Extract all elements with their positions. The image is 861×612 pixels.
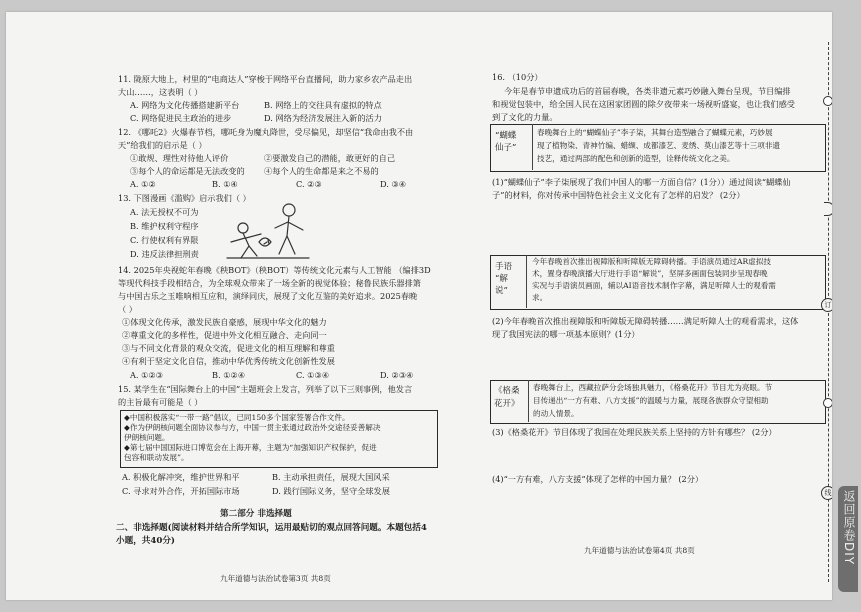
q14-item-2: ②尊重文化的多样性，促进中外文化相互融合、走向同一 — [122, 330, 327, 340]
part2-instructions-line2: 小题，共40分) — [116, 536, 175, 546]
q15-option-a: A. 积极化解冲突，维护世界和平 — [122, 472, 240, 482]
material-box-divider — [528, 380, 529, 422]
exam-sheet — [6, 12, 832, 600]
binding-clip-mark — [824, 202, 832, 216]
q15-option-b: B. 主动承担责任，展现大国风采 — [272, 472, 390, 482]
q12-stem-line2: 天”给我们的启示是（ ） — [118, 140, 207, 150]
cartoon-image — [219, 198, 314, 261]
q14-option-b: B. ①②④ — [212, 370, 246, 380]
q11-stem-line1: 11. 陇原大地上，村里的“电商达人”穿梭于网络平台直播间，助力家乡农产品走出 — [118, 74, 413, 84]
q14-stem-line2: 等现代科技手段相结合，为全球观众带来了一场全新的视觉体验；秘鲁民族乐器排箫 — [118, 278, 421, 288]
q15-material-line1: ◆中国积极落实“一带一路”倡议，已同150多个国家签署合作文件。 — [124, 413, 350, 422]
q12-option-b: B. ①④ — [212, 179, 238, 189]
return-original-tab[interactable] — [838, 486, 858, 592]
q13-option-d: D. 违反法律担刑责 — [130, 249, 199, 259]
q12-option-d: D. ③④ — [380, 179, 407, 189]
q13-option-b: B. 维护权利守程序 — [130, 221, 199, 231]
material-tag-sign-language-line2: “解 — [495, 274, 508, 284]
q11-option-c: C. 网络促进民主政治的进步 — [130, 113, 232, 123]
q16-sub1-line1: (1)“蝴蝶仙子”李子柒展现了我们中国人的哪一方面自信？(1分））通过阅读“蝴蝶仙 — [492, 177, 791, 187]
q14-option-a: A. ①②③ — [130, 370, 164, 380]
q12-item-1: ①敢规、理性对待他人评价 — [130, 153, 229, 163]
q15-stem-line1: 15. 某学生在“国际舞台上的中国”主题班会上发言，列举了以下三则事例，他发言 — [118, 384, 413, 394]
material-tag-sign-language-line1: 手语 — [495, 262, 513, 272]
q15-stem-line2: 的主旨最有可能是（ ） — [118, 397, 203, 407]
material-box-divider — [532, 124, 533, 170]
q12-item-3: ③每个人的命运都是无法改变的 — [130, 166, 245, 176]
q14-item-4: ④有利于坚定文化自信，推动中华优秀传统文化创新性发展 — [122, 356, 335, 366]
q16-stem-line4: 到了文化的力量。 — [492, 112, 558, 122]
binding-hole — [823, 398, 832, 408]
q16-stem-line3: 和视觉包装中，给全国人民在这困家团圆的除夕夜带来一场视听盛宴，也让我们感受 — [492, 99, 795, 109]
q11-option-a: A. 网络为文化传播搭建新平台 — [130, 100, 240, 110]
q16-sub2-line2: 现了我国宪法的哪一项基本原则？(1分） — [492, 329, 640, 339]
q11-option-b: B. 网络上的交往具有虚拟的特点 — [264, 100, 382, 110]
q14-stem-line4: （ ） — [118, 304, 137, 314]
binding-line — [828, 42, 829, 582]
q13-stem: 13. 下图漫画《滥购》启示我们（ ） — [118, 193, 251, 203]
return-original-label: 返回原卷DIY — [842, 490, 856, 566]
q16-sub1-line2: 子”的材料，你对传承中国特色社会主义文化有了怎样的启发？ (2分） — [492, 190, 745, 200]
binding-hole — [823, 96, 832, 106]
binding-mark-xian: 线 — [821, 486, 832, 500]
material-gesang-line2: 目传递出“一方有难、八方支援”的温暖与力量，展现各族群众守望相助 — [533, 396, 769, 405]
material-box-divider — [526, 255, 527, 308]
q14-stem-line1: 14. 2025年央视蛇年春晚《秧BOT》（秧BOT）等传统文化元素与人工智能 （编排3D — [118, 265, 431, 275]
material-tag-gesang-line2: 花开》 — [494, 399, 520, 409]
q16-stem-line2: 今年是春节申遗成功后的首届春晚，各类非遗元素巧妙融入舞台呈现，节目编排 — [504, 86, 791, 96]
q11-stem-line2: 大山……，这表明（ ） — [118, 87, 203, 97]
part2-instructions-line1: 二、非选择题(阅读材料并结合所学知识，运用最贴切的观点回答问题。本题包括4 — [116, 523, 427, 533]
q15-option-c: C. 寻求对外合作，开拓国际市场 — [122, 486, 240, 496]
q16-sub2-line1: (2)今年春晚首次推出视障版和听障版无障碍转播……满足听障人士的观看需求，这体 — [492, 316, 799, 326]
material-sign-language-line2: 术，置身春晚演播大厅进行手语“解说”，坚屏多画面包装同步呈现春晚 — [532, 269, 768, 278]
q14-option-c: C. ①③④ — [296, 370, 330, 380]
q16-sub3: (3)《格桑花开》节目体现了我国在处理民族关系上坚持的方针有哪些？ (2分） — [492, 427, 777, 437]
material-gesang-line3: 的动人情景。 — [533, 409, 579, 418]
q12-stem-line1: 12. 《哪吒2》火爆春节档，哪吒身为魔丸降世，受尽偏见，却坚信“我命由我不由 — [118, 127, 414, 137]
q14-item-1: ①体现文化传承，激发民族自豪感，展现中华文化的魅力 — [122, 317, 327, 327]
left-page-footer: 九年道德与法治试卷第3页 共8页 — [220, 574, 331, 583]
q15-material-line5: 包容和联动发展”。 — [124, 453, 189, 462]
q15-option-d: D. 践行国际义务，坚守全球发展 — [272, 486, 390, 496]
q16-stem-line1: 16. （10分） — [492, 72, 543, 82]
q14-option-d: D. ②③④ — [380, 370, 414, 380]
material-tag-butterfly-line1: “蝴蝶 — [495, 131, 517, 141]
material-sign-language-line4: 求。 — [532, 293, 548, 302]
q15-material-line3: 伊朗核问题。 — [124, 433, 170, 442]
q12-option-a: A. ①② — [130, 179, 156, 189]
q11-option-d: D. 网络为经济发展注入新的活力 — [264, 113, 382, 123]
material-tag-sign-language-line3: 说” — [495, 286, 508, 296]
material-sign-language-line3: 实况与手语演员画面，辅以AI语音技术制作字幕，满足听障人士的观看需 — [532, 281, 776, 290]
material-tag-gesang-line1: 《格桑 — [494, 386, 520, 396]
part2-heading: 第二部分 非选择题 — [220, 509, 292, 519]
q12-option-c: C. ②③ — [296, 179, 322, 189]
q13-option-a: A. 法无授权不可为 — [130, 207, 199, 217]
material-butterfly-line1: 春晚舞台上的“蝴蝶仙子”李子柒，其舞台造型融合了蝴蝶元素，巧妙展 — [537, 128, 773, 137]
material-butterfly-line3: 技艺，通过两部的配色和创新的造型，诠释传统文化之美。 — [537, 154, 735, 163]
q12-item-4: ④每个人的生命都是来之不易的 — [264, 166, 379, 176]
q15-material-line2: ◆作为伊朗核问题全面协议参与方，中国一贯主张通过政治外交途径妥善解决 — [124, 423, 381, 432]
q12-item-2: ②要激发自己的潜能，敢更好的自己 — [264, 153, 396, 163]
q16-sub4: (4)“一方有难，八方支援”体现了怎样的中国力量？ (2分） — [492, 474, 704, 484]
q14-stem-line3: 与中国古乐之玉唯响相互应和，演绎同庆，展现了文化互鉴的美好追求。2025春晚 — [118, 291, 418, 301]
material-tag-butterfly-line2: 仙子” — [495, 143, 517, 153]
binding-mark-ding: 订 — [821, 298, 832, 312]
q15-material-line4: ◆第七届中国国际进口博览会在上海开幕，主题为“加强知识产权保护，促进 — [124, 443, 377, 452]
material-gesang-line1: 春晚舞台上，西藏拉萨分会场独具魅力，《格桑花开》节目尤为亮眼。节 — [533, 383, 773, 392]
right-page-footer: 九年道德与法治试卷第4页 共8页 — [584, 546, 695, 555]
material-butterfly-line2: 现了植物染、青神竹编、蜡缬、成都漆艺、麦绣、莫山漆艺等十三项非遗 — [537, 141, 780, 150]
material-sign-language-line1: 今年春晚首次推出视障版和听障版无障碍转播。手语演员通过AR虚拟技 — [532, 257, 772, 266]
q13-option-c: C. 行使权利有界限 — [130, 235, 199, 245]
q14-item-3: ③与不同文化背景的观众交流，促进文化的相互理解和尊重 — [122, 343, 335, 353]
